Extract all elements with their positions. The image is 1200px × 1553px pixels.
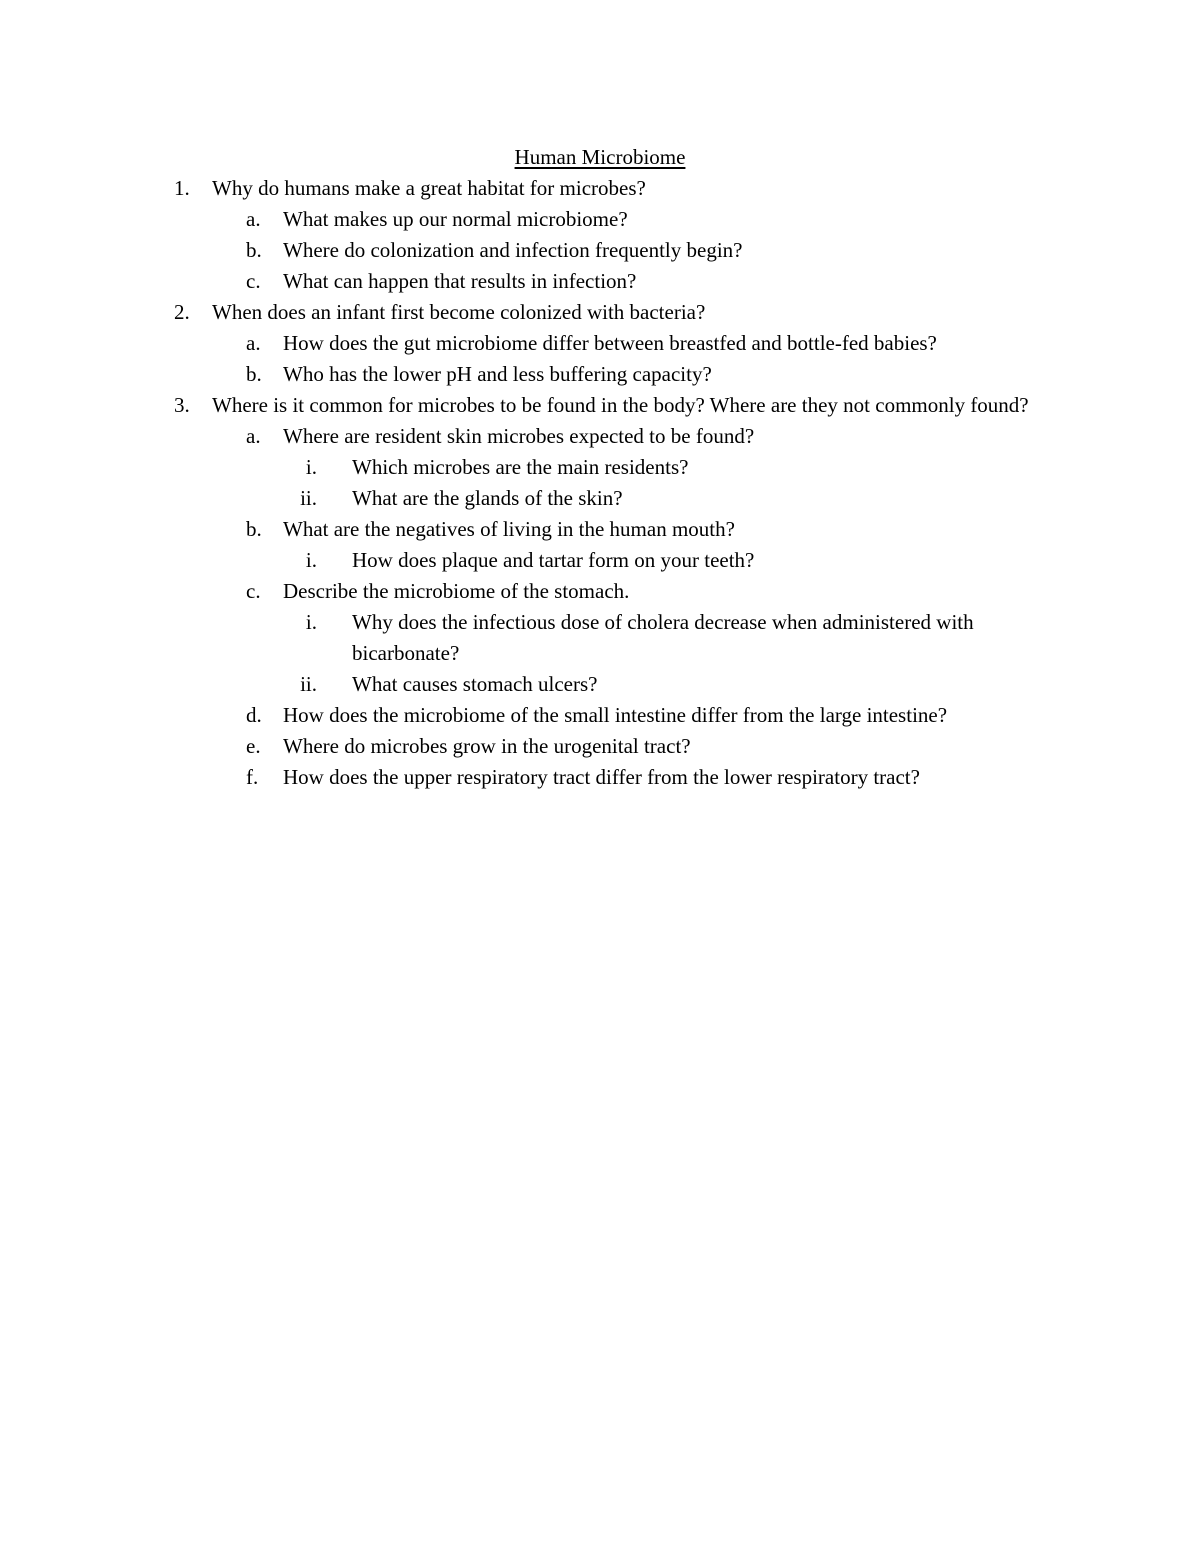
sub-question-text: What makes up our normal microbiome?	[283, 207, 628, 231]
sub-question-text: Describe the microbiome of the stomach.	[283, 579, 630, 603]
sub-question-item	[0, 700, 1200, 731]
sub-question-text: Where are resident skin microbes expected to be found?	[283, 424, 755, 448]
document-title-line	[0, 142, 1200, 173]
list-marker: b.	[246, 362, 262, 386]
list-marker: b.	[246, 517, 262, 541]
list-marker: i.	[305, 548, 317, 572]
question-item	[0, 297, 1200, 328]
list-marker: 3.	[174, 393, 190, 417]
list-marker: ii.	[300, 672, 317, 696]
list-marker: a.	[246, 207, 261, 231]
list-marker: c.	[246, 579, 261, 603]
list-marker: c.	[246, 269, 261, 293]
sub-question-text: What can happen that results in infection?	[283, 269, 637, 293]
document-title: Human Microbiome	[514, 145, 686, 169]
sub-sub-question-text: How does plaque and tartar form on your teeth?	[352, 548, 755, 572]
sub-question-item	[0, 576, 1200, 607]
sub-sub-question-item	[0, 607, 1200, 669]
sub-sub-question-item	[0, 452, 1200, 483]
sub-sub-question-text: Which microbes are the main residents?	[352, 455, 689, 479]
sub-sub-question-text: What are the glands of the skin?	[352, 486, 623, 510]
list-marker: 1.	[174, 176, 190, 200]
list-marker: b.	[246, 238, 262, 262]
sub-sub-question-text: What causes stomach ulcers?	[352, 672, 598, 696]
sub-question-text: How does the microbiome of the small intestine differ from the large intestine?	[283, 703, 948, 727]
sub-question-item	[0, 235, 1200, 266]
sub-sub-question-item	[0, 483, 1200, 514]
sub-question-item	[0, 204, 1200, 235]
sub-question-text: What are the negatives of living in the human mouth?	[283, 517, 735, 541]
sub-question-text: Where do microbes grow in the urogenital tract?	[283, 734, 691, 758]
question-list	[0, 173, 1200, 793]
list-marker: e.	[246, 734, 261, 758]
sub-question-item	[0, 328, 1200, 359]
sub-sub-question-item	[0, 545, 1200, 576]
sub-question-item	[0, 359, 1200, 390]
sub-sub-question-text: Why does the infectious dose of cholera decrease when administered with bicarbonate?	[352, 610, 974, 665]
list-marker: f.	[246, 765, 259, 789]
list-marker: i.	[305, 455, 317, 479]
list-marker: i.	[305, 610, 317, 634]
list-marker: d.	[246, 703, 262, 727]
list-marker: a.	[246, 331, 261, 355]
question-text: When does an infant first become colonized with bacteria?	[212, 300, 706, 324]
sub-question-text: Who has the lower pH and less buffering capacity?	[283, 362, 712, 386]
list-marker: 2.	[174, 300, 190, 324]
sub-sub-question-item	[0, 669, 1200, 700]
sub-question-item	[0, 731, 1200, 762]
question-item	[0, 173, 1200, 204]
question-text: Where is it common for microbes to be found in the body? Where are they not commonly found?	[212, 393, 1029, 417]
sub-question-item	[0, 762, 1200, 793]
sub-question-text: How does the gut microbiome differ between breastfed and bottle-fed babies?	[283, 331, 937, 355]
list-marker: ii.	[300, 486, 317, 510]
sub-question-text: Where do colonization and infection frequently begin?	[283, 238, 743, 262]
question-text: Why do humans make a great habitat for microbes?	[212, 176, 646, 200]
sub-question-item	[0, 514, 1200, 545]
question-item	[0, 390, 1200, 421]
sub-question-item	[0, 421, 1200, 452]
sub-question-item	[0, 266, 1200, 297]
sub-question-text: How does the upper respiratory tract differ from the lower respiratory tract?	[283, 765, 920, 789]
list-marker: a.	[246, 424, 261, 448]
